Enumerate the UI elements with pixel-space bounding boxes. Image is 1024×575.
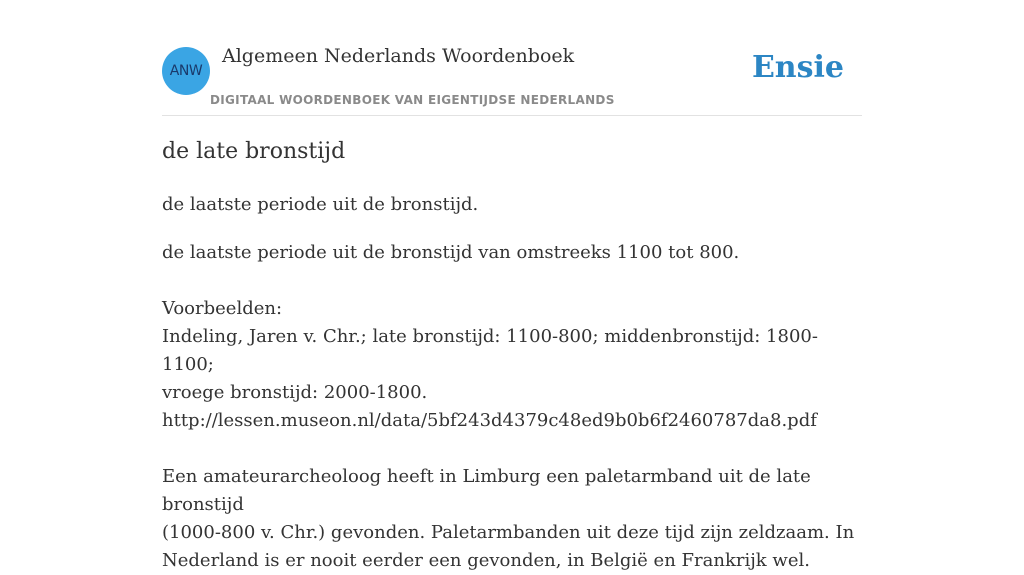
example-source: http://lessen.museon.nl/data/5bf243d4379c48ed9b0b6f2460787da8.pdf	[162, 410, 817, 431]
example-line: Een amateurarcheoloog heeft in Limburg een paletarmband uit de late bronstijd	[162, 466, 811, 515]
content-container	[162, 0, 862, 571]
example-line: Indeling, Jaren v. Chr.; late bronstijd: 1100-800; middenbronstijd: 1800-1100;	[162, 326, 818, 375]
example-line: Nederland is er nooit eerder een gevonden, in België en Frankrijk wel.	[162, 550, 810, 571]
spacer	[162, 435, 862, 463]
example-line: (1000-800 v. Chr.) gevonden. Paletarmbanden uit deze tijd zijn zeldzaam. In	[162, 522, 855, 543]
entry-title: de late bronstijd	[162, 139, 346, 164]
anw-logo[interactable]	[162, 47, 210, 95]
entry-definition: de laatste periode uit de bronstijd.	[162, 194, 479, 215]
ensie-brand-link[interactable]: Ensie	[751, 50, 844, 85]
site-title[interactable]: Algemeen Nederlands Woordenboek	[222, 45, 575, 67]
anw-logo-text: ANW	[169, 63, 203, 79]
examples-heading: Voorbeelden:	[162, 298, 283, 319]
site-header	[162, 0, 862, 116]
spacer	[162, 267, 862, 295]
example-line: vroege bronstijd: 2000-1800.	[162, 382, 428, 403]
site-subtitle: DIGITAAL WOORDENBOEK VAN EIGENTIJDSE NEDERLANDS	[210, 93, 615, 107]
entry-body	[162, 239, 862, 575]
entry-description: de laatste periode uit de bronstijd van omstreeks 1100 tot 800.	[162, 242, 740, 263]
